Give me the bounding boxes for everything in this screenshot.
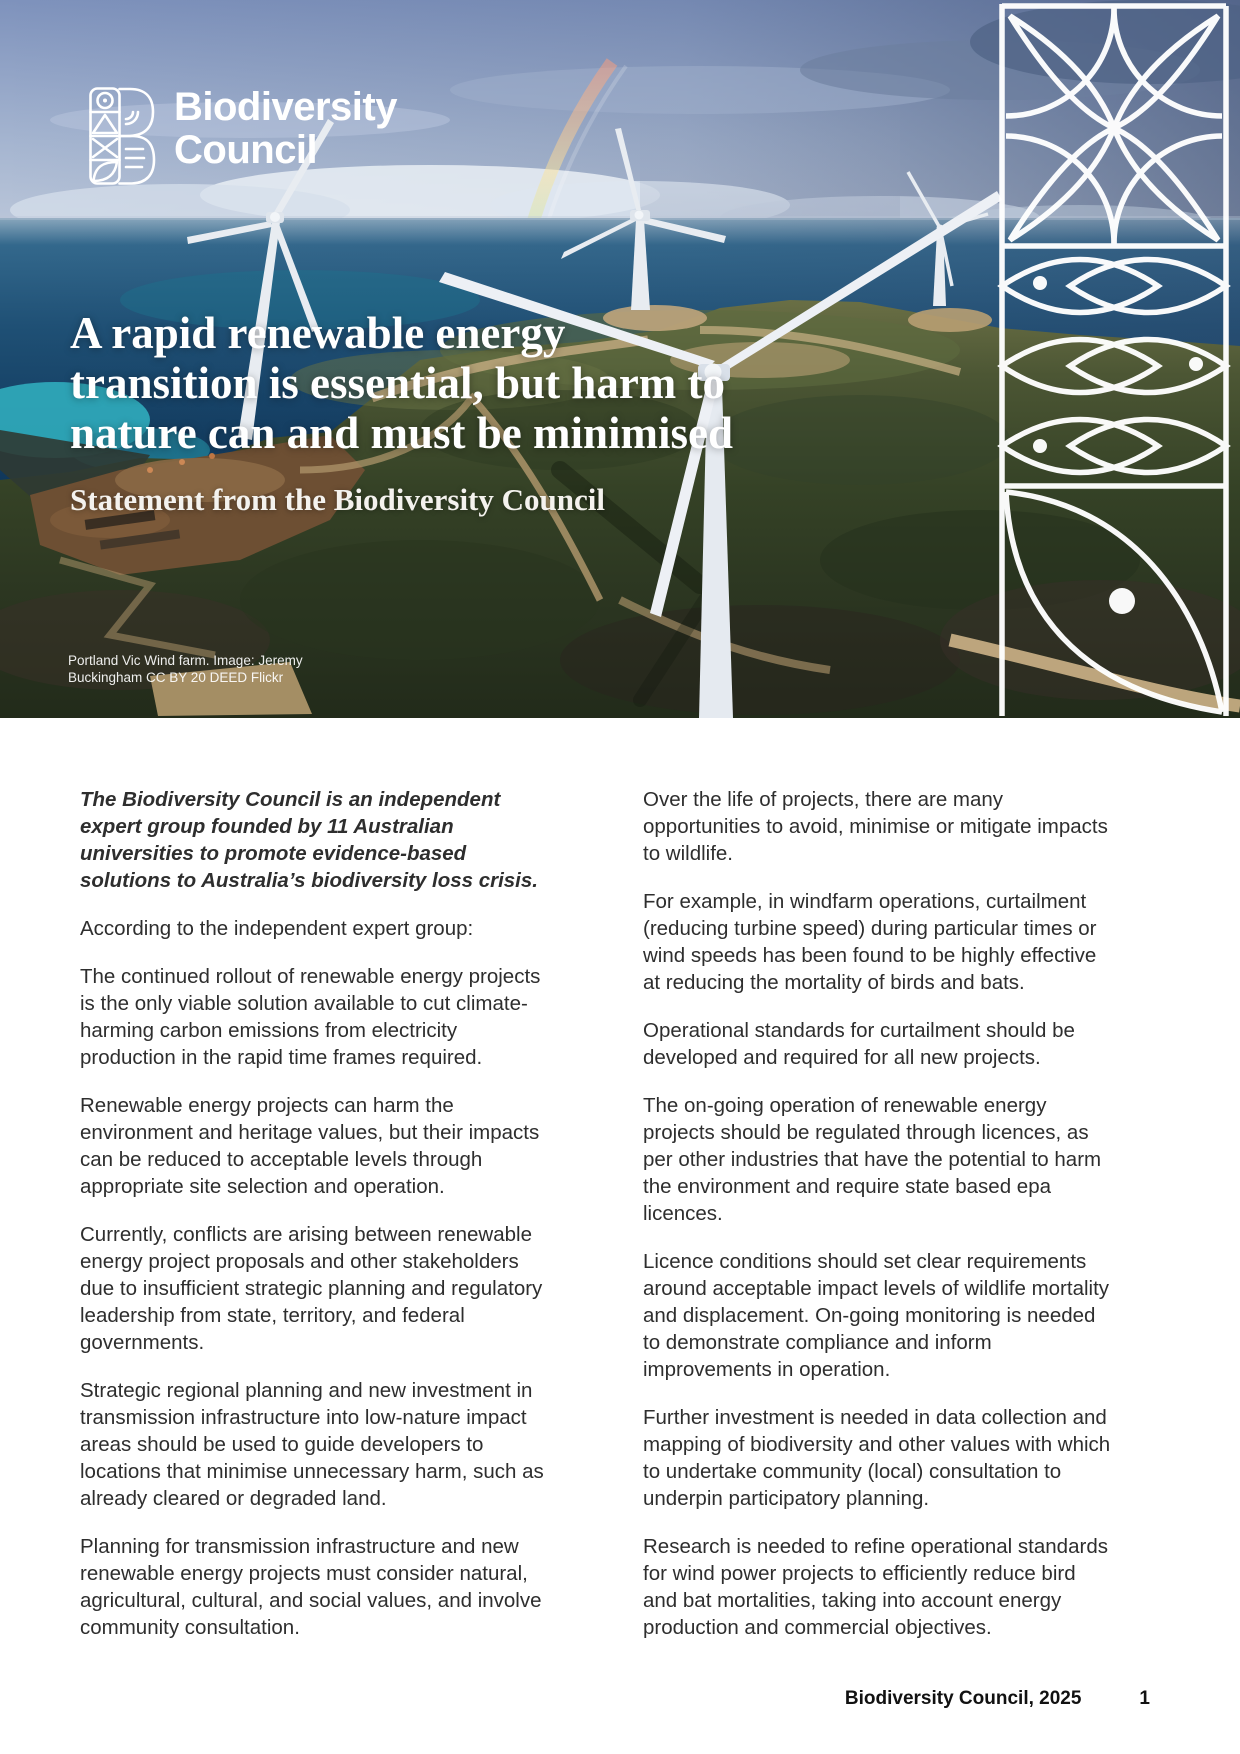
title-line-2: transition is essential, but harm to [70,358,726,408]
paragraph: Strategic regional planning and new investment in transmission infrastructure into low-nature impact areas should be used to guide developers to locations that minimise unnecessary harm, such as already cleared or degraded land. [80,1379,544,1510]
footer-credit: Biodiversity Council, 2025 [844,1688,1082,1709]
page-footer [845,1688,1150,1710]
paragraph: Renewable energy projects can harm the environment and heritage values, but their impacts can be reduced to acceptable levels through appropriate site selection and operation. [80,1094,540,1198]
paragraph: Further investment is needed in data collection and mapping of biodiversity and other values with which to undertake community (local) consultation to underpin participatory planning. [643,1406,1111,1510]
page-subtitle: Statement from the Biodiversity Council [70,482,605,517]
image-credit-line2: Buckingham CC BY 20 DEED Flickr [68,670,284,685]
hero-banner [0,0,1240,718]
image-credit-line1: Portland Vic Wind farm. Image: Jeremy [68,653,303,668]
right-column [643,786,1113,1662]
paragraph: Licence conditions should set clear requirements around acceptable impact levels of wildlife mortality and displacement. On-going monitoring is needed to demonstrate compliance and inform improvements in operation. [643,1250,1110,1381]
title-line-3: nature can and must be minimised [70,408,734,458]
paragraph: The on-going operation of renewable energy projects should be regulated through licences, as per other industries that have the potential to harm the environment and require state based epa licences. [643,1094,1102,1225]
logo-line1: Biodiversity [174,85,397,129]
paragraph: Currently, conflicts are arising between renewable energy project proposals and other stakeholders due to insufficient strategic planning and regulatory leadership from state, territory, and federal governments. [80,1223,543,1354]
biodiversity-council-logo [88,86,397,186]
page-title [70,308,890,458]
intro-paragraph: The Biodiversity Council is an independent expert group founded by 11 Australian universities to promote evidence-based solutions to Australia’s biodiversity loss crisis. [80,788,538,892]
paragraph: Over the life of projects, there are many opportunities to avoid, minimise or mitigate impacts to wildlife. [643,788,1108,865]
paragraph: According to the independent expert group: [80,917,474,940]
logo-b-icon [88,86,156,186]
paragraph: Planning for transmission infrastructure and new renewable energy projects must consider natural, agricultural, cultural, and social values, and involve community consultation. [80,1535,542,1639]
paragraph: Research is needed to refine operational standards for wind power projects to efficiently reduce bird and bat mortalities, taking into account energy production and commercial objectives. [643,1535,1108,1639]
logo-wordmark [174,86,397,172]
left-column [80,786,558,1662]
title-line-1: A rapid renewable energy [70,308,566,358]
logo-line2: Council [174,128,318,172]
image-credit [68,652,303,686]
page-number: 1 [1139,1688,1150,1709]
paragraph: Operational standards for curtailment should be developed and required for all new projects. [643,1019,1075,1069]
paragraph: For example, in windfarm operations, curtailment (reducing turbine speed) during particular times or wind speeds has been found to be highly effective at reducing the mortality of birds and bats. [643,890,1097,994]
paragraph: The continued rollout of renewable energy projects is the only viable solution available to cut climate-harming carbon emissions from electricity production in the rapid time frames required. [80,965,541,1069]
